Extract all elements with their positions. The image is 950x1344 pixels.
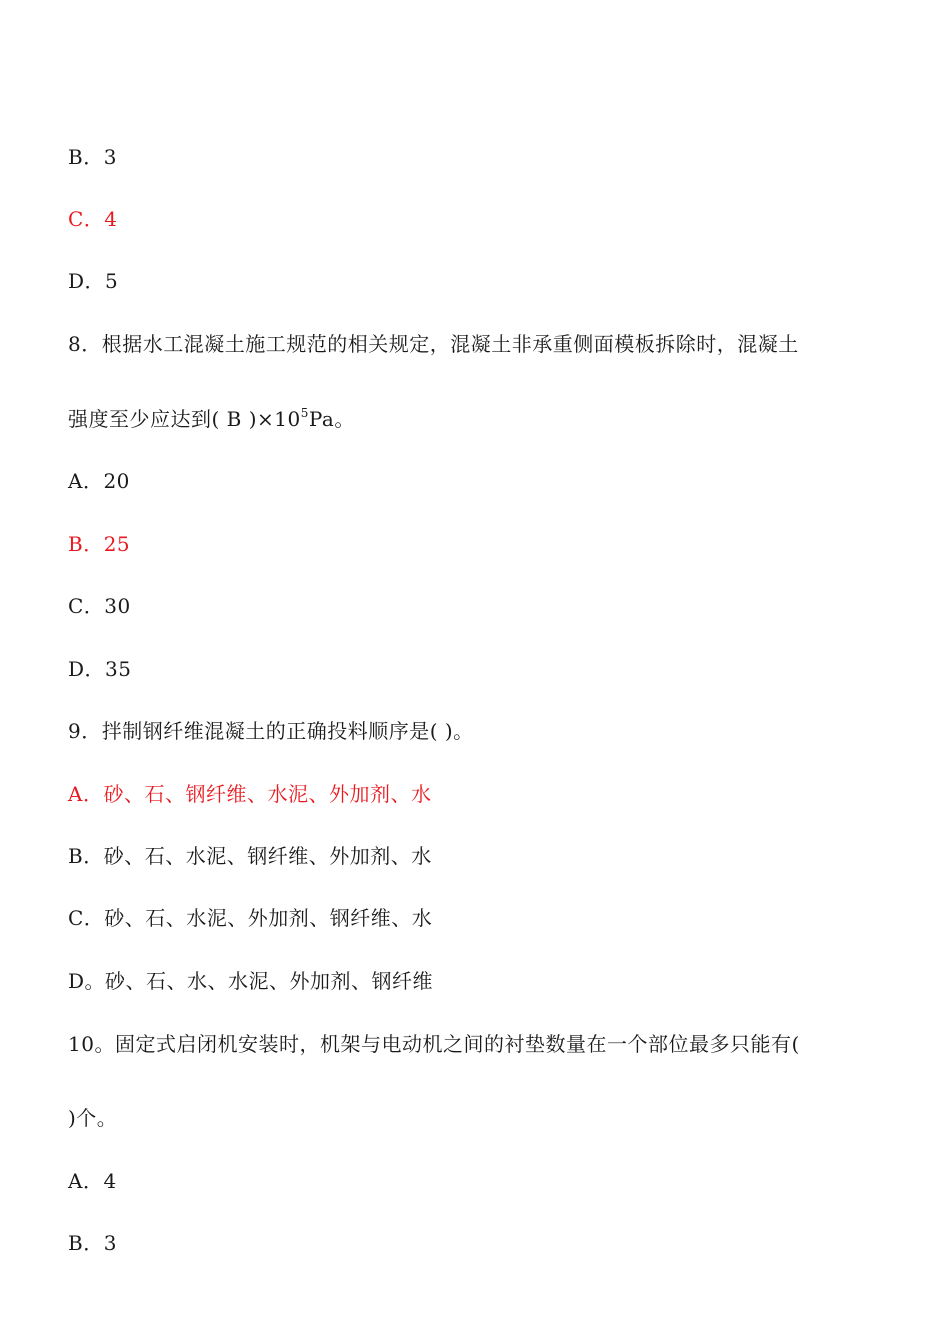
q7-option-d: D．5 (68, 269, 119, 293)
q7-option-c-correct: C．4 (68, 207, 118, 231)
q8-option-d: D．35 (68, 657, 132, 681)
q8-stem-line2 (68, 406, 355, 432)
q10-stem-line2: )个。 (68, 1106, 118, 1130)
q9-option-a-correct: A．砂、石、钢纤维、水泥、外加剂、水 (68, 782, 432, 806)
q8-option-a: A．20 (68, 469, 130, 493)
q8-option-b-correct: B．25 (68, 532, 131, 556)
q8-exponent: 5 (300, 406, 309, 420)
q9-stem: 9．拌制钢纤维混凝土的正确投料顺序是( )。 (68, 719, 474, 743)
q8-stem-line2-pre: 强度至少应达到( B )×10 (68, 407, 301, 431)
q10-option-a: A．4 (68, 1169, 117, 1193)
q9-option-d: D。砂、石、水、水泥、外加剂、钢纤维 (68, 969, 434, 993)
q9-option-b: B．砂、石、水泥、钢纤维、外加剂、水 (68, 844, 432, 868)
q10-option-b: B．3 (68, 1231, 117, 1255)
q10-stem-line1: 10。固定式启闭机安装时，机架与电动机之间的衬垫数量在一个部位最多只能有( (68, 1032, 800, 1056)
q8-stem-line1: 8．根据水工混凝土施工规范的相关规定，混凝土非承重侧面模板拆除时，混凝土 (68, 332, 799, 356)
q7-option-b: B．3 (68, 145, 117, 169)
q9-option-c: C．砂、石、水泥、外加剂、钢纤维、水 (68, 906, 433, 930)
q8-option-c: C．30 (68, 594, 131, 618)
q8-stem-line2-post: Pa。 (308, 407, 355, 431)
